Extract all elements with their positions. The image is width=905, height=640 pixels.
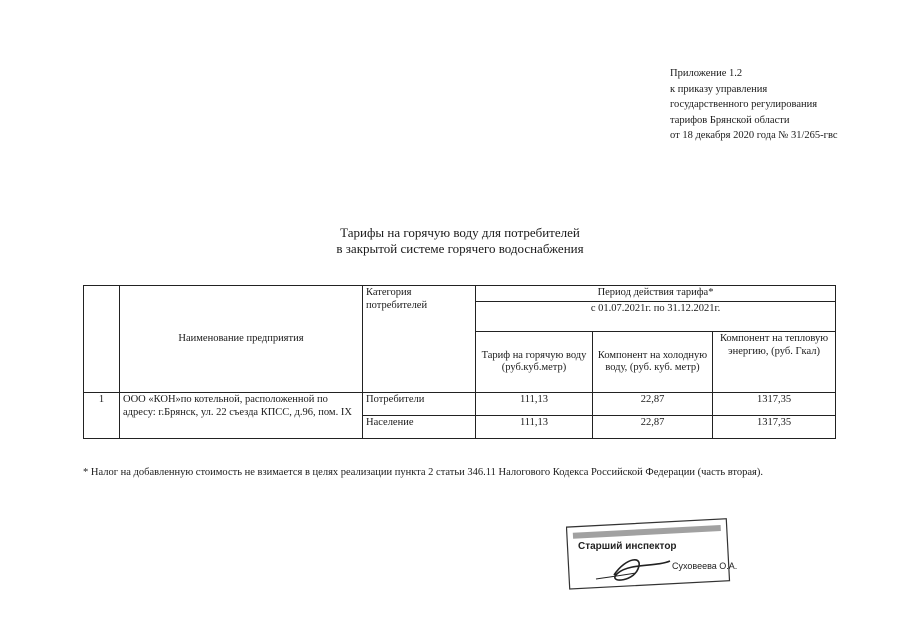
approval-block	[670, 66, 838, 144]
title-line-2: в закрытой системе горячего водоснабжения	[336, 241, 584, 256]
official-stamp	[566, 517, 736, 595]
row-category: Потребители	[363, 393, 476, 416]
header-hot-water-tariff	[476, 332, 593, 393]
vat-footnote: * Налог на добавленную стоимость не взимается в целях реализации пункта 2 статьи 346.11 Налогового Кодекса Российской Федерации (часть вторая).	[83, 467, 763, 478]
row-heat-energy-component: 1317,35	[713, 393, 836, 416]
approval-line: от 18 декабря 2020 года № 31/265-гвс	[670, 130, 838, 141]
header-period-range: с 01.07.2021г. по 31.12.2021г.	[476, 302, 836, 332]
row-number: 1	[84, 393, 120, 439]
header-number-cell	[84, 286, 120, 393]
row-category: Население	[363, 416, 476, 439]
stamp-position: Старший инспектор	[578, 541, 677, 552]
title-line-1: Тарифы на горячую воду для потребителей	[340, 225, 580, 240]
header-heat-energy-component-text: Компонент на тепловую энергию, (руб. Гкал)	[719, 333, 829, 357]
row-cold-water-component: 22,87	[593, 416, 713, 439]
tariff-table	[83, 285, 836, 439]
header-cold-water-component	[593, 332, 713, 393]
table-row	[84, 393, 836, 416]
row-hot-water-tariff: 111,13	[476, 416, 593, 439]
row-heat-energy-component: 1317,35	[713, 416, 836, 439]
signature-stroke	[614, 560, 670, 580]
row-cold-water-component: 22,87	[593, 393, 713, 416]
stamp-graphic	[566, 517, 736, 595]
header-tariff-period: Период действия тарифа*	[476, 286, 836, 302]
approval-line: государственного регулирования	[670, 99, 818, 110]
header-consumer-category: Категория потребителей	[363, 286, 476, 393]
row-company-name: ООО «КОН»по котельной, расположенной по адресу: г.Брянск, ул. 22 съезда КПСС, д.96, пом. IX	[120, 393, 363, 439]
document-title	[250, 225, 670, 257]
row-hot-water-tariff: 111,13	[476, 393, 593, 416]
stamp-signer-name: Суховеева О.А.	[672, 561, 738, 571]
header-heat-energy-component	[713, 332, 836, 393]
approval-line: тарифов Брянской области	[670, 114, 790, 126]
header-hot-water-tariff-text: Тариф на горячую воду (руб.куб.метр)	[481, 349, 587, 373]
header-company-name: Наименование предприятия	[120, 286, 363, 393]
approval-line: Приложение 1.2	[670, 68, 743, 79]
header-cold-water-component-text: Компонент на холодную воду, (руб. куб. метр)	[597, 349, 708, 373]
approval-line: к приказу управления	[670, 83, 768, 95]
